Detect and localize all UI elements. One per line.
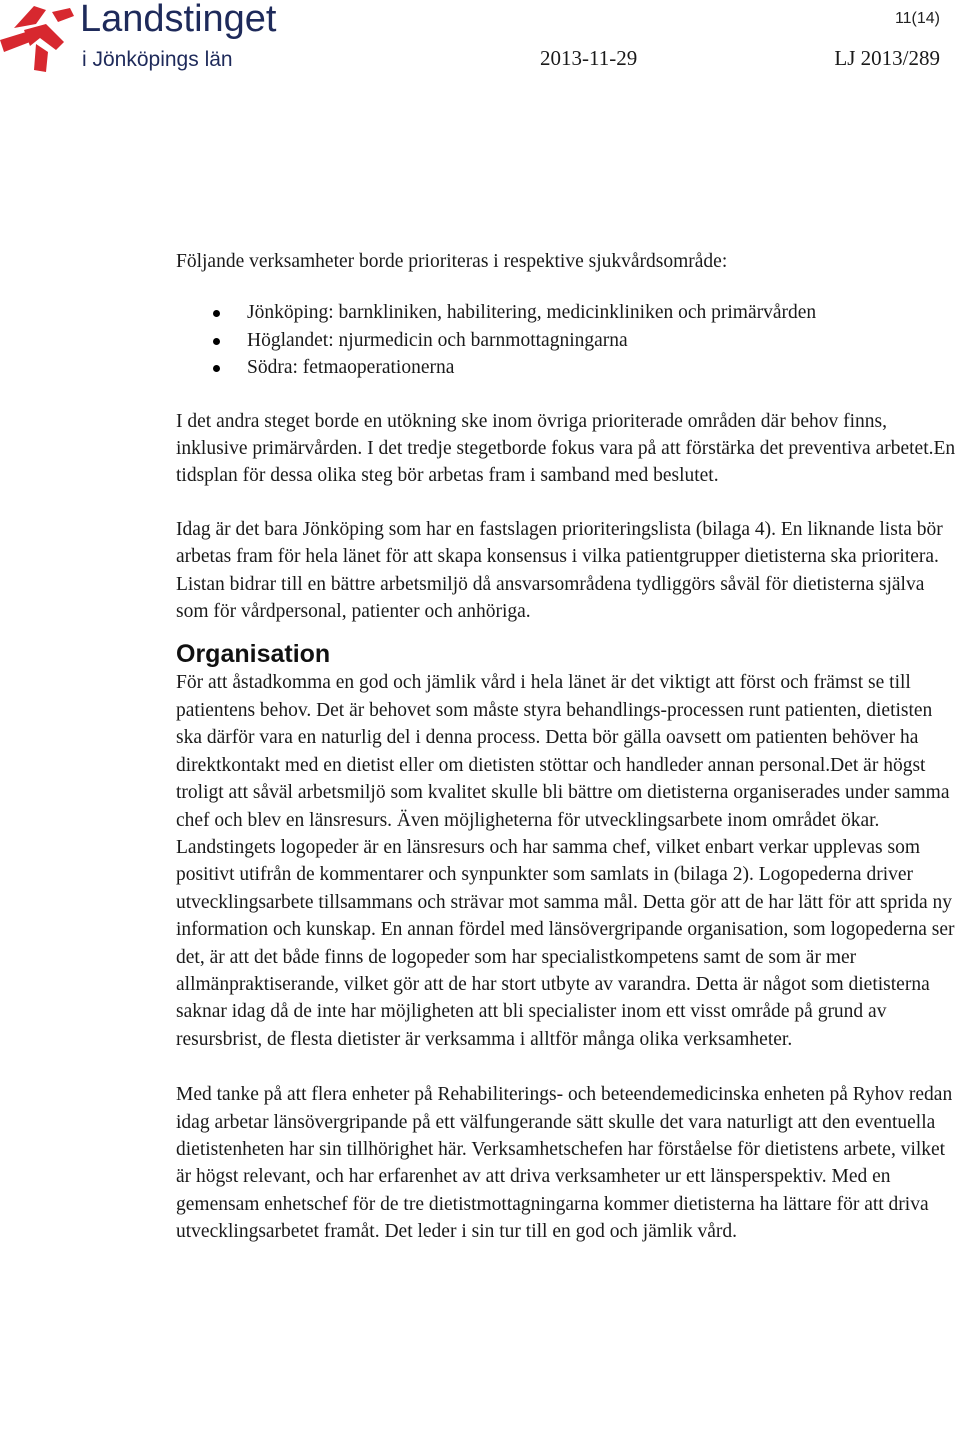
list-item	[176, 354, 960, 381]
bullet-dot-icon	[213, 365, 220, 372]
list-item-text: Höglandet: njurmedicin och barnmottagningarna	[247, 329, 628, 351]
section-heading-organisation: Organisation	[176, 640, 331, 669]
jonkoping-paragraph: Idag är det bara Jönköping som har en fastslagen prioriteringslista (bilaga 4). En liknande lista bör arbetas fram för hela länet för att skapa konsensus i vilka patientgrupper dietisterna ska prioritera. Listan bidrar till en bättre arbetsmiljö då ansvarsområdena tydliggörs såväl för dietisterna själva som för vårdpersonal, patienter och anhöriga.	[176, 518, 943, 623]
list-item-text: Södra: fetmaoperationerna	[247, 357, 455, 379]
intro-paragraph: Följande verksamheter borde prioriteras i respektive sjukvårdsområde:	[176, 251, 728, 272]
priority-list	[176, 299, 960, 381]
landstinget-cross-mark-icon	[0, 2, 76, 74]
steps-paragraph: I det andra steget borde en utökning ske inom övriga prioriterade områden där behov finns, inklusive primärvården. I det tredje stegetborde fokus vara på att förstärka det preventiva arbetet.En tidsplan för dessa olika steg bör arbetas fram i samband med beslutet.	[176, 410, 956, 487]
document-reference: LJ 2013/289	[834, 46, 940, 70]
page-number: 11(14)	[894, 10, 940, 27]
list-item	[176, 299, 960, 326]
bullet-dot-icon	[213, 338, 220, 345]
organisation-paragraph: För att åstadkomma en god och jämlik vård i hela länet är det viktigt att först och främst se till patientens behov. Det är behovet som måste styra behandlings-processen runt patienten, dietisten ska därför vara en naturlig del i denna process. Detta bör gälla oavsett om patienten behöver ha direktkontakt med en dietist eller om dietisten stöttar och handleder annan personal.Det är högst troligt att såväl arbetsmiljö som kvalitet skulle bli bättre om dietisterna organiserades under samma chef och blev en länsresurs. Även möjligheterna för utvecklingsarbete inom området ökar. Landstingets logopeder är en länsresurs och har samma chef, vilket enbart verkar upplevas som positivt utifrån de kommentarer och synpunkter som samlats in (bilaga 2). Logopederna driver utvecklingsarbete tillsammans och strävar mot samma mål. Detta gör att de har lätt för att sprida ny information och kunskap. En annan fördel med länsövergripande organisation, som logopederna ser det, är att det både finns de logopeder som har specialistkompetens samt de som är mer allmänpraktiserande, vilket gör att de har stort utbyte av varandra. Detta är något som dietisterna saknar idag då de inte har möjligheten att bli specialister inom ett visst område på grund av resursbrist, de flesta dietister är verksamma i alltför många olika verksamheter.	[176, 672, 955, 1050]
logo-subtitle: i Jönköpings län	[82, 48, 233, 71]
rehab-paragraph: Med tanke på att flera enheter på Rehabiliterings- och beteendemedicinska enheten på Ryhov redan idag arbetar länsövergripande på ett välfungerande sätt skulle det vara naturligt att den eventuella dietistenheten har sin tillhörighet här. Verksamhetschefen har förståelse för dietistens arbete, vilket är högst relevant, och har erfarenhet av att driva verksamheter ur ett länsperspektiv. Med en gemensam enhetschef för de tre dietistmottagningarna kommer dietisterna ha lättare för att driva utvecklingsarbetet framåt. Det leder i sin tur till en god och jämlik vård.	[176, 1084, 953, 1243]
document-body	[176, 248, 960, 1246]
logo-title: Landstinget	[80, 0, 277, 40]
list-item-text: Jönköping: barnkliniken, habilitering, medicinkliniken och primärvården	[247, 302, 817, 324]
landstinget-logo	[0, 0, 320, 80]
document-date: 2013-11-29	[540, 46, 638, 70]
list-item	[176, 327, 960, 354]
bullet-dot-icon	[213, 310, 220, 317]
